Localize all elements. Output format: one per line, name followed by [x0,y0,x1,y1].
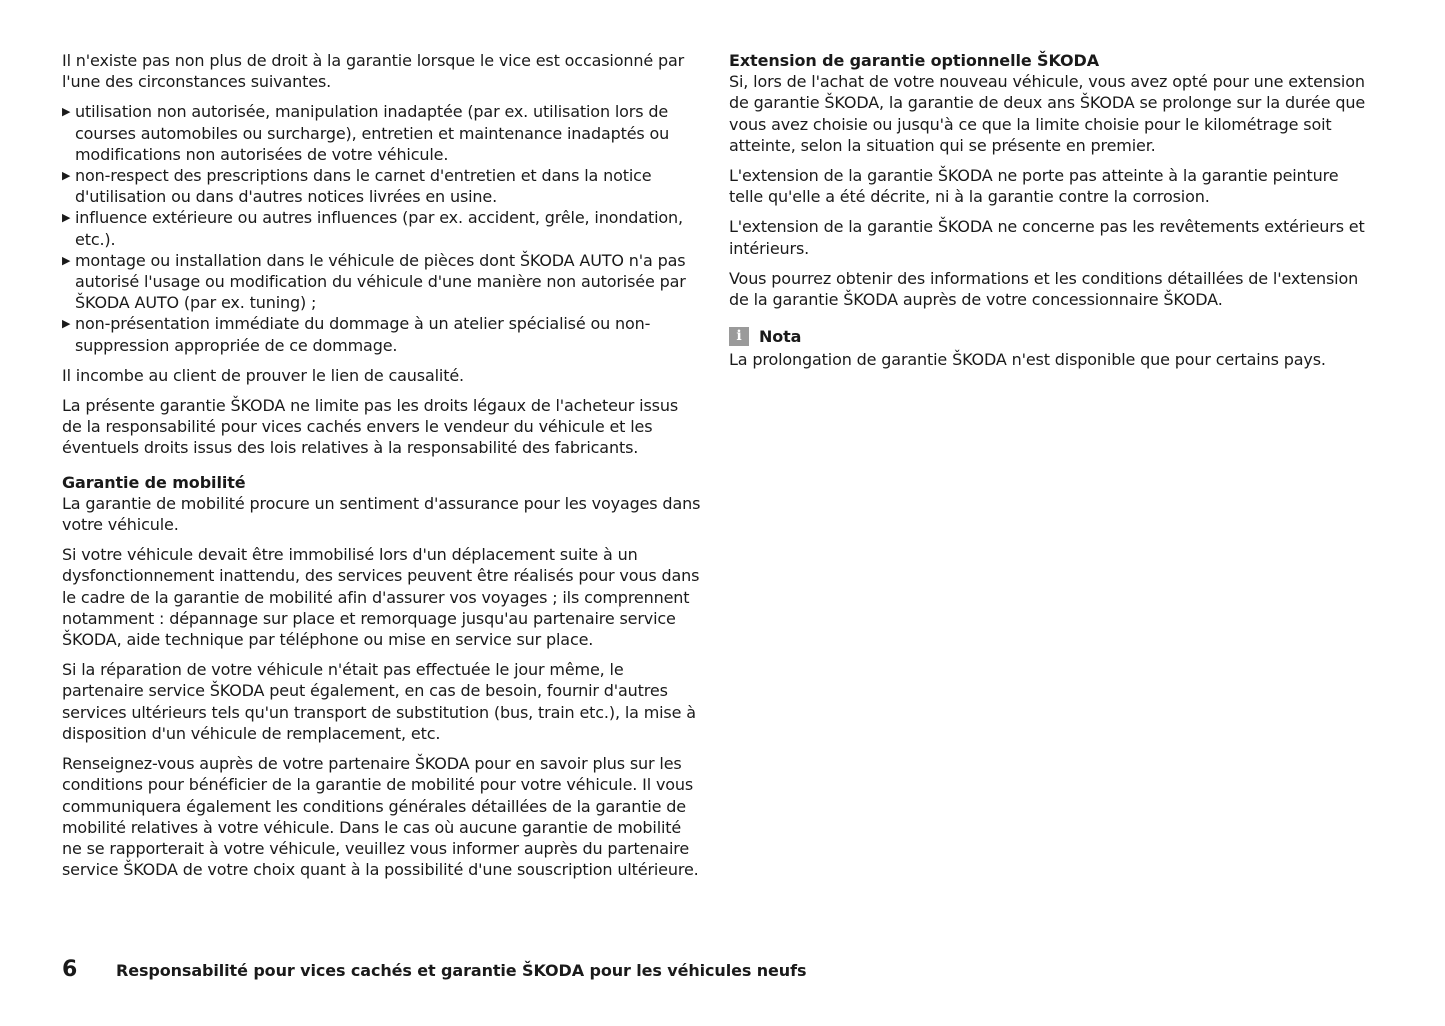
list-item: ▶ utilisation non autorisée, manipulation inadaptée (par ex. utilisation lors de courses automobiles ou surcharge), entretien et maintenance inadaptés ou modifications non autorisées de votre véhicule. [62,102,670,164]
legal-paragraph: La présente garantie ŠKODA ne limite pas les droits légaux de l'acheteur issus de la responsabilité pour vices cachés envers le vendeur du véhicule et les éventuels droits issus des lois relatives à la responsabilité des fabricants. [62,396,679,458]
footer-chapter-title: Responsabilité pour vices cachés et garantie ŠKODA pour les véhicules neufs [116,961,807,980]
circumstances-list [62,101,702,355]
page-footer [62,957,806,982]
bullet-arrow-icon: ▶ [62,105,71,119]
list-item: ▶ montage ou installation dans le véhicule de pièces dont ŠKODA AUTO n'a pas autorisé l'usage ou modification du véhicule d'une manière non autorisée par ŠKODA AUTO (par ex. tuning) ; [62,250,686,313]
causality-paragraph: Il incombe au client de prouver le lien de causalité. [62,365,464,385]
bullet-arrow-icon: ▶ [62,169,71,183]
extension-paragraph-3: L'extension de la garantie ŠKODA ne concerne pas les revêtements extérieurs et intérieurs. [729,217,1365,258]
list-item: ▶ non-présentation immédiate du dommage à un atelier spécialisé ou non-suppression appropriée de ce dommage. [62,314,651,355]
mobility-paragraph-1: La garantie de mobilité procure un sentiment d'assurance pour les voyages dans votre véhicule. [62,493,701,535]
extension-paragraph-1: Si, lors de l'achat de votre nouveau véhicule, vous avez opté pour une extension de garantie ŠKODA, la garantie de deux ans ŠKODA se prolonge sur la durée que vous avez choisie ou jusqu'à ce que la limite choisie pour le kilométrage soit atteinte, selon la situation qui se présente en premier. [729,72,1366,155]
list-item: ▶ non-respect des prescriptions dans le carnet d'entretien et dans la notice d'utilisation ou dans d'autres notices livrées en usine. [62,166,652,207]
bullet-arrow-icon: ▶ [62,211,71,225]
note-label: Nota [759,327,802,347]
mobility-paragraph-3: Si la réparation de votre véhicule n'était pas effectuée le jour même, le partenaire service ŠKODA peut également, en cas de besoin, fournir d'autres services ultérieurs tels qu'un transport de substitution (bus, train etc.), la mise à disposition d'un véhicule de remplacement, etc. [62,660,696,743]
extension-paragraph-2: L'extension de la garantie ŠKODA ne porte pas atteinte à la garantie peinture telle qu'elle a été décrite, ni à la garantie contre la corrosion. [729,166,1339,207]
right-column [729,50,1369,380]
bullet-arrow-icon: ▶ [62,253,71,267]
extension-heading: Extension de garantie optionnelle ŠKODA [729,51,1100,70]
mobility-paragraph-4: Renseignez-vous auprès de votre partenaire ŠKODA pour en savoir plus sur les conditions pour bénéficier de la garantie de mobilité pour votre véhicule. Il vous communiquera également les conditions générales détaillées de la garantie de mobilité relatives à votre véhicule. Dans le cas où aucune garantie de mobilité ne se rapporterait à votre véhicule, veuillez vous informer auprès du partenaire service ŠKODA de votre choix quant à la possibilité d'une souscription ultérieure. [62,754,699,880]
note-text: La prolongation de garantie ŠKODA n'est disponible que pour certains pays. [729,350,1326,370]
mobility-heading: Garantie de mobilité [62,472,246,492]
note-header [729,326,1369,347]
left-column [62,50,702,889]
page-number: 6 [62,957,78,982]
mobility-paragraph-2: Si votre véhicule devait être immobilisé lors d'un déplacement suite à un dysfonctionnement inattendu, des services peuvent être réalisés pour vous dans le cadre de la garantie de mobilité afin d'assurer vos voyages ; ils comprennent notamment : dépannage sur place et remorquage jusqu'au partenaire service ŠKODA, aide technique par téléphone ou mise en service sur place. [62,545,700,650]
list-item: ▶ influence extérieure ou autres influences (par ex. accident, grêle, inondation, etc.). [62,208,683,249]
extension-paragraph-4: Vous pourrez obtenir des informations et les conditions détaillées de l'extension de la garantie ŠKODA auprès de votre concessionnaire ŠKODA. [729,268,1359,310]
bullet-arrow-icon: ▶ [62,317,71,331]
intro-paragraph: Il n'existe pas non plus de droit à la garantie lorsque le vice est occasionné par l'une des circonstances suivantes. [62,51,685,92]
info-icon: i [729,327,749,346]
